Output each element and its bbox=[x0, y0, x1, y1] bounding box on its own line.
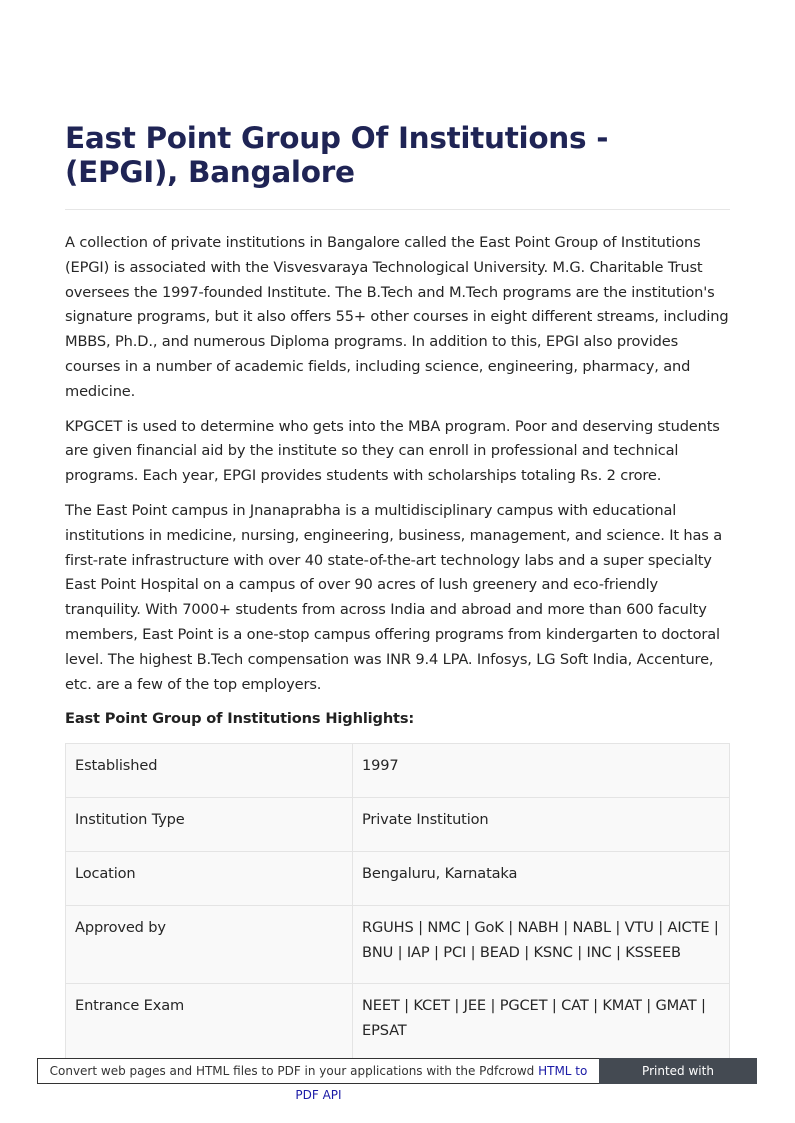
table-cell-value: RGUHS | NMC | GoK | NABH | NABL | VTU | AICTE | BNU | IAP | PCI | BEAD | KSNC | INC | KSSEEB bbox=[353, 905, 730, 984]
highlights-table-container bbox=[65, 743, 730, 1074]
title-divider bbox=[65, 209, 730, 210]
table-cell-value: Bengaluru, Karnataka bbox=[353, 851, 730, 905]
table-row bbox=[66, 744, 730, 798]
table-row bbox=[66, 851, 730, 905]
table-cell-label: Entrance Exam bbox=[66, 984, 353, 1063]
highlights-table bbox=[65, 743, 730, 1074]
table-row bbox=[66, 798, 730, 852]
highlights-heading: East Point Group of Institutions Highlights: bbox=[65, 710, 415, 728]
page-title: East Point Group Of Institutions - (EPGI), Bangalore bbox=[65, 121, 609, 189]
article-body bbox=[65, 231, 730, 1074]
footer-convert-text: Convert web pages and HTML files to PDF in your applications with the Pdfcrowd bbox=[49, 1064, 535, 1078]
table-cell-label: Approved by bbox=[66, 905, 353, 984]
table-row bbox=[66, 905, 730, 984]
table-cell-label: Established bbox=[66, 744, 353, 798]
table-cell-label: Location bbox=[66, 851, 353, 905]
table-row bbox=[66, 984, 730, 1063]
table-cell-label: Institution Type bbox=[66, 798, 353, 852]
footer-printed-badge[interactable]: Printed with Pdfcrowd.com bbox=[599, 1058, 757, 1084]
table-cell-value: Private Institution bbox=[353, 798, 730, 852]
paragraph-campus: The East Point campus in Jnanaprabha is a multidisciplinary campus with educational institutions in medicine, nursing, engineering, business, management, and science. It has a first-rate infrastructure with over 40 state-of-the-art technology labs and a super specialty East Point Hospital on a campus of over 90 acres of lush greenery and eco-friendly tranquility. With 7000+ students from across India and abroad and more than 600 faculty members, East Point is a one-stop campus offering programs from kindergarten to doctoral level. The highest B.Tech compensation was INR 9.4 LPA. Infosys, LG Soft India, Accenture, etc. are a few of the top employers. bbox=[65, 501, 723, 693]
footer-convert-banner bbox=[37, 1058, 600, 1102]
paragraph-admissions: KPGCET is used to determine who gets into the MBA program. Poor and deserving students are given financial aid by the institute so they can enroll in professional and technical programs. Each year, EPGI provides students with scholarships totaling Rs. 2 crore. bbox=[65, 417, 720, 485]
table-cell-value: NEET | KCET | JEE | PGCET | CAT | KMAT | GMAT | EPSAT bbox=[353, 984, 730, 1063]
pdfcrowd-footer bbox=[37, 1058, 757, 1104]
table-cell-value: 1997 bbox=[353, 744, 730, 798]
paragraph-intro: A collection of private institutions in Bangalore called the East Point Group of Institutions (EPGI) is associated with the Visvesvaraya Technological University. M.G. Charitable Trust oversees the 1997-founded Institute. The B.Tech and M.Tech programs are the institution's signature programs, but it also offers 55+ other courses in eight different streams, including MBBS, Ph.D., and numerous Diploma programs. In addition to this, EPGI also provides courses in a number of academic fields, including science, engineering, pharmacy, and medicine. bbox=[65, 234, 729, 400]
footer-api-link[interactable]: HTML to PDF API bbox=[295, 1064, 588, 1102]
